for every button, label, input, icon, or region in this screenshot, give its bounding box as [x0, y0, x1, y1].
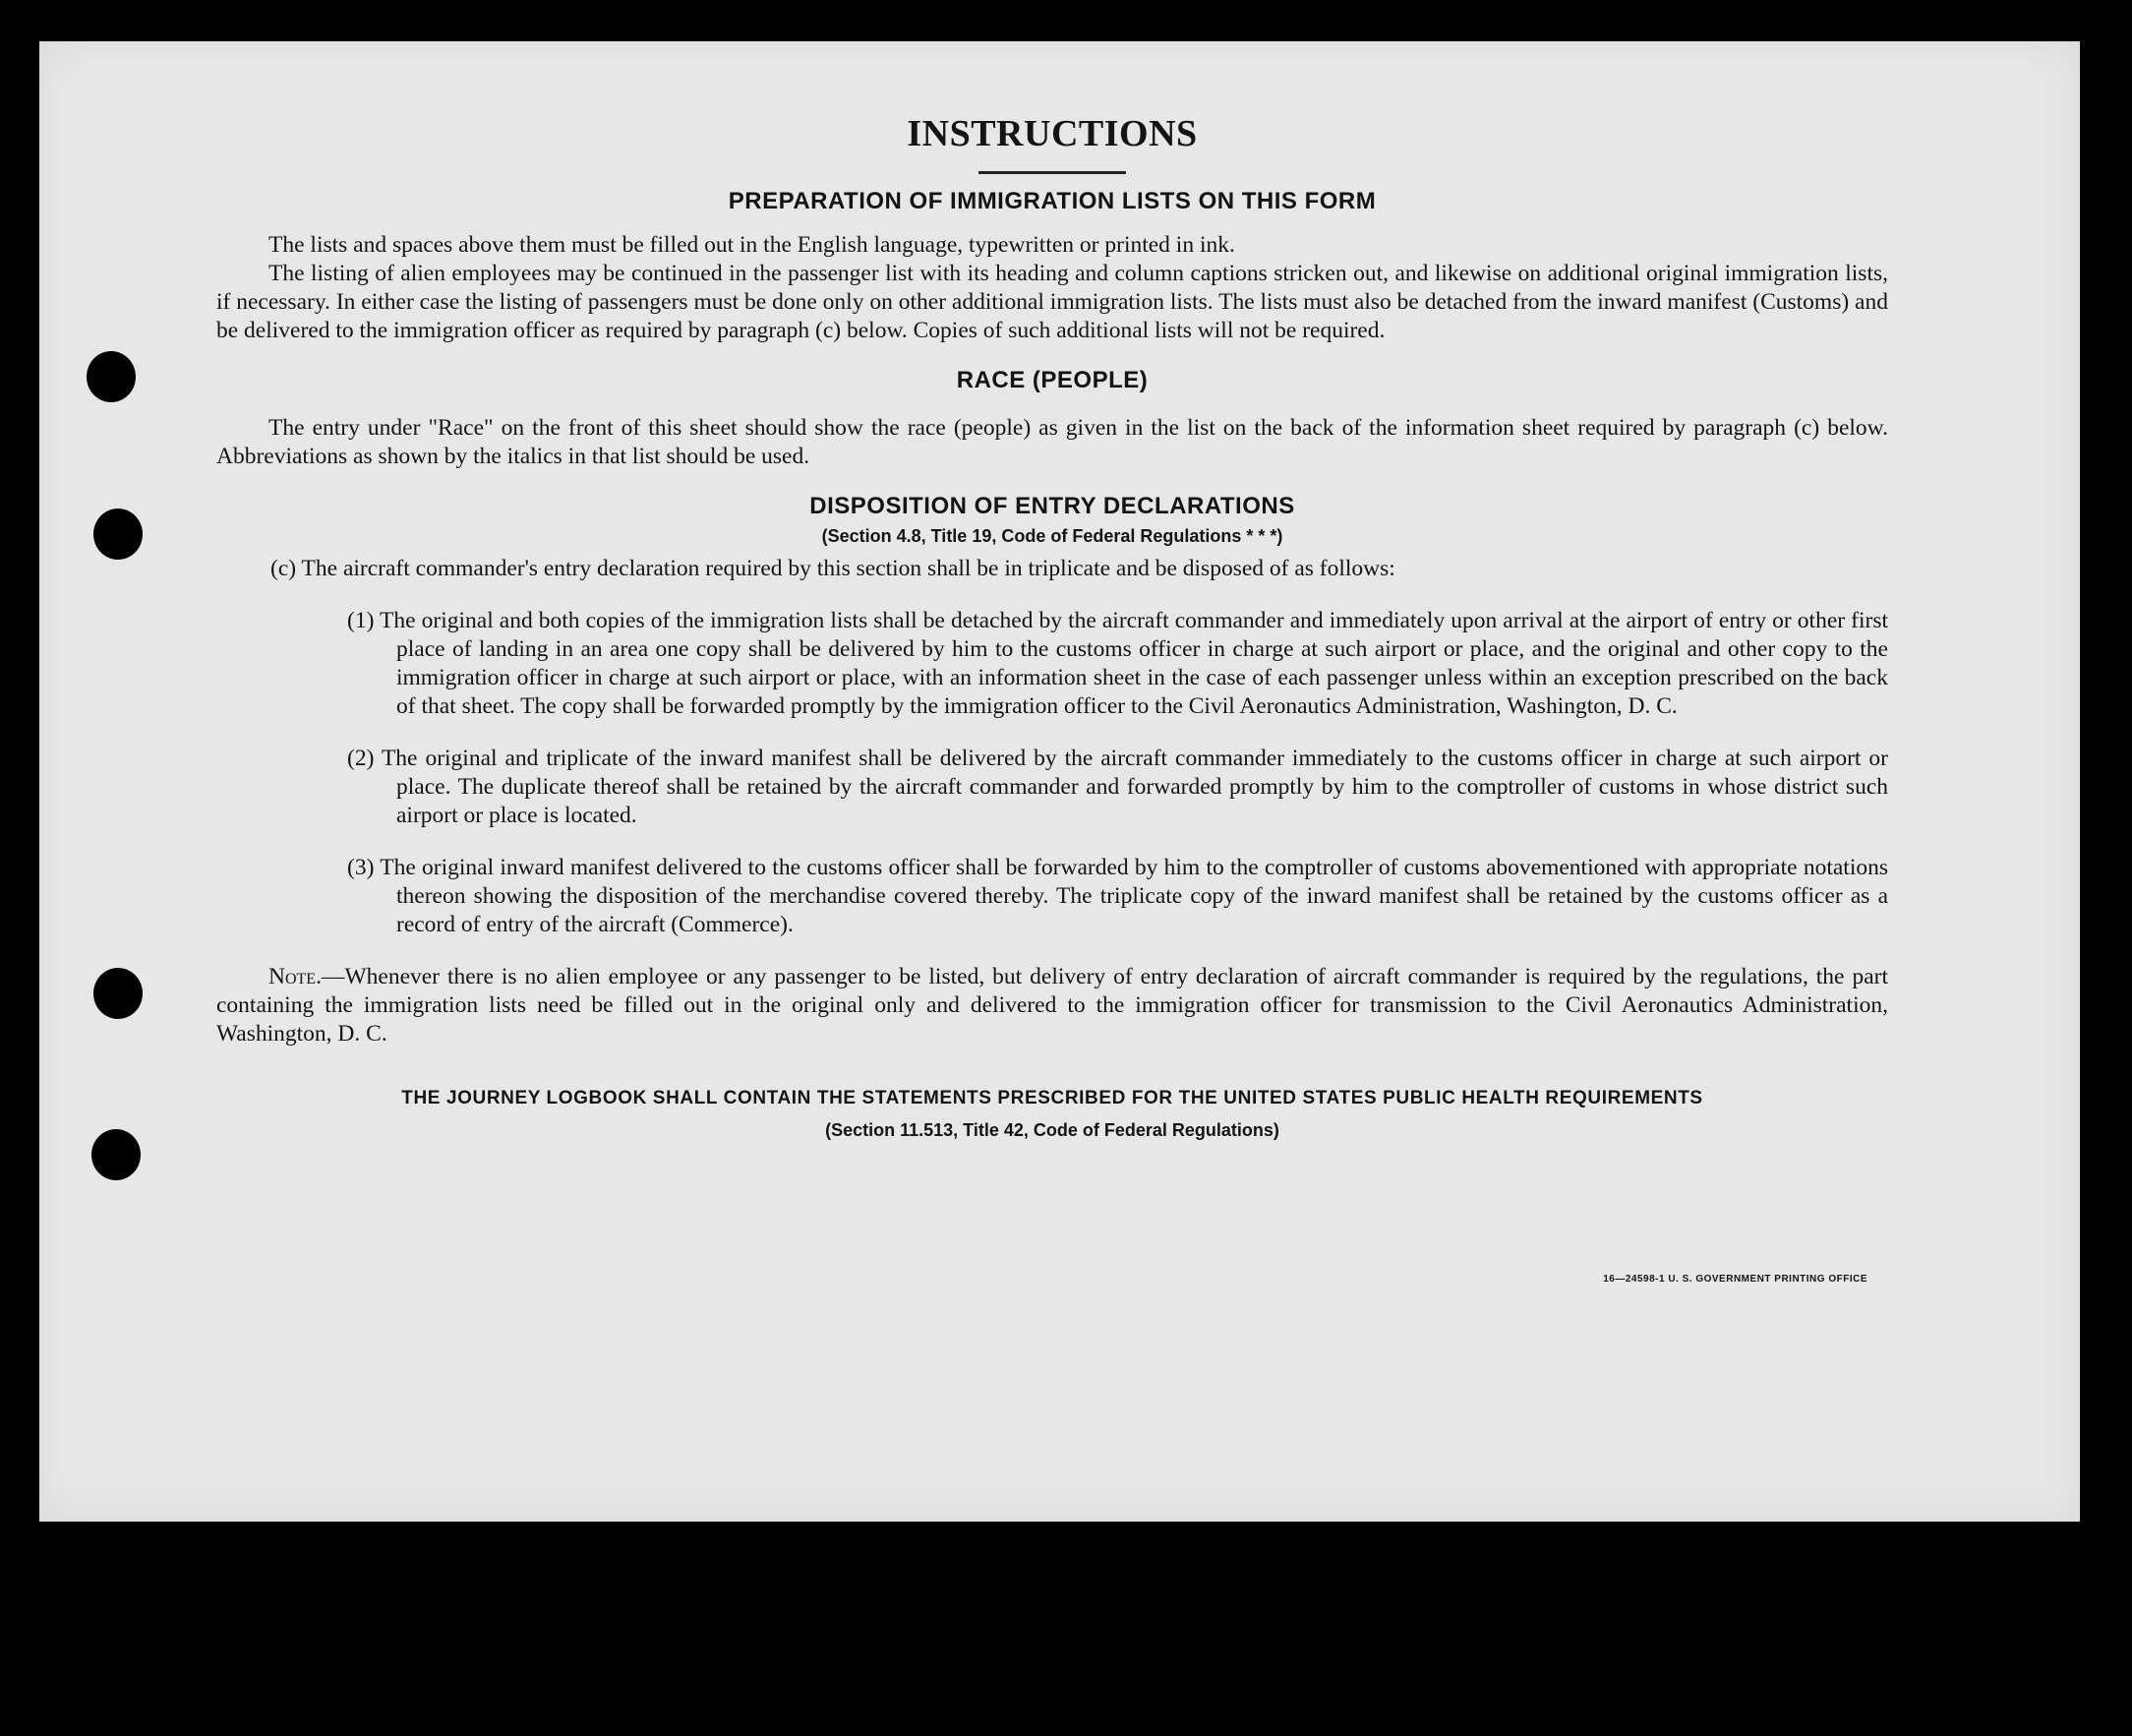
punch-hole: [91, 1129, 141, 1180]
page-title: INSTRUCTIONS: [907, 113, 1198, 154]
note-paragraph: [216, 963, 1888, 1048]
disposition-item-1: (1) The original and both copies of the immigration lists shall be detached by the aircraft commander and immediately upon arrival at the airport of entry or other first place of landing in an area one copy shall be delivered by him to the customs officer in charge at such airport or place, and the original and other copy to the immigration officer in charge at such airport or place, with an information sheet in the case of each passenger unless within an exception prescribed on the back of that sheet. The copy shall be forwarded promptly by the immigration officer to the Civil Aeronautics Administration, Washington, D. C.: [347, 608, 1888, 719]
note-label: Note.: [268, 964, 322, 989]
punch-hole: [93, 509, 143, 560]
punch-hole: [87, 351, 136, 402]
race-heading: RACE (PEOPLE): [956, 367, 1149, 393]
punch-hole: [93, 968, 143, 1019]
document-page: [39, 41, 2080, 1522]
disposition-intro: (c) The aircraft commander's entry declaration required by this section shall be in triplicate and be disposed of as follows:: [270, 556, 1395, 581]
note-text: —Whenever there is no alien employee or any passenger to be listed, but delivery of entry declaration of aircraft commander is required by the regulations, the part containing the immigration lists need be filled out in the original only and delivered to the immigration officer for transmission to the Civil Aeronautics Administration, Washington, D. C.: [216, 964, 1888, 1047]
title-underline: [978, 171, 1126, 174]
disposition-heading: DISPOSITION OF ENTRY DECLARATIONS: [809, 493, 1295, 519]
race-paragraph: The entry under "Race" on the front of this sheet should show the race (people) as given in the list on the back of the information sheet required by paragraph (c) below. Abbreviations as shown by the italics in that list should be used.: [216, 415, 1888, 469]
preparation-paragraph-2: The listing of alien employees may be continued in the passenger list with its heading and column captions stricken out, and likewise on additional original immigration lists, if necessary. In either case the listing of passengers must be done only on other additional immigration lists. The lists must also be detached from the inward manifest (Customs) and be delivered to the immigration officer as required by paragraph (c) below. Copies of such additional lists will not be required.: [216, 261, 1888, 343]
disposition-item-2: (2) The original and triplicate of the inward manifest shall be delivered by the aircraft commander immediately to the customs officer in charge at such airport or place. The duplicate thereof shall be retained by the aircraft commander and forwarded promptly by him to the comptroller of customs in whose district such airport or place is located.: [347, 746, 1888, 828]
disposition-item-3: (3) The original inward manifest delivered to the customs officer shall be forwarded by him to the comptroller of customs abovementioned with appropriate notations thereon showing the disposition of the merchandise covered thereby. The triplicate copy of the inward manifest shall be retained by the customs officer as a record of entry of the aircraft (Commerce).: [347, 855, 1888, 937]
instructions-content: [216, 112, 1888, 1145]
footer-health-requirements: THE JOURNEY LOGBOOK SHALL CONTAIN THE STATEMENTS PRESCRIBED FOR THE UNITED STATES PUBLIC HEALTH REQUIREMENTS: [401, 1088, 1703, 1108]
preparation-heading: PREPARATION OF IMMIGRATION LISTS ON THIS FORM: [728, 188, 1377, 214]
disposition-reference: (Section 4.8, Title 19, Code of Federal Regulations * * *): [821, 526, 1283, 546]
footer-reference: (Section 11.513, Title 42, Code of Federal Regulations): [825, 1120, 1279, 1140]
printing-office-imprint: 16—24598-1 U. S. GOVERNMENT PRINTING OFFICE: [1603, 1274, 1867, 1285]
preparation-paragraph-1: The lists and spaces above them must be filled out in the English language, typewritten or printed in ink.: [268, 232, 1235, 258]
